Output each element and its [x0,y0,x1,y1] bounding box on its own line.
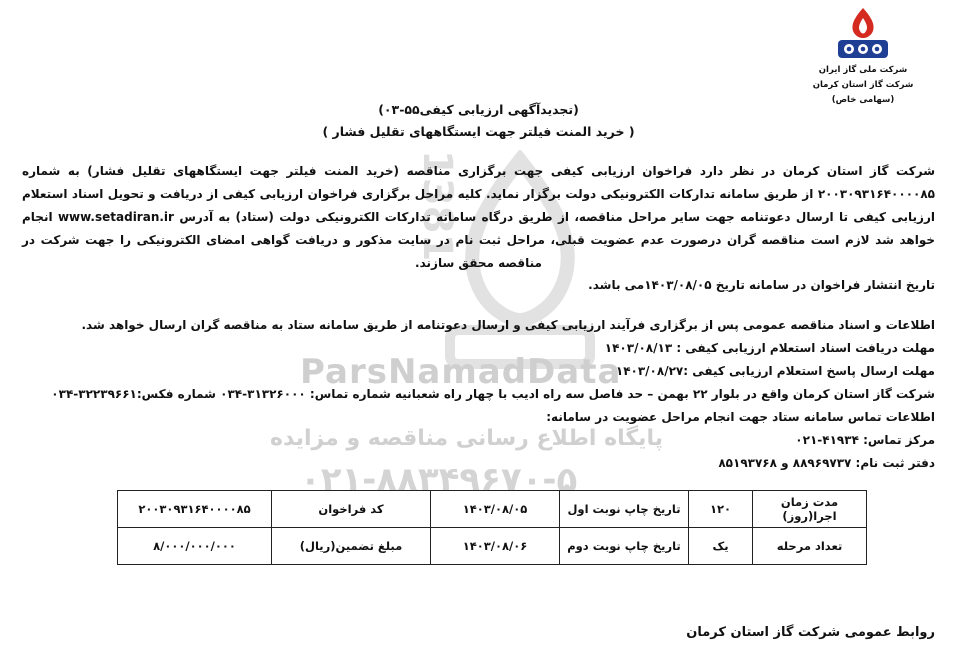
watermark-brand: ParsNamadData [300,352,622,392]
company-name-line2: شرکت گاز استان کرمان [812,80,914,90]
call-center: مرکز تماس: ۴۱۹۳۴-۰۲۱ [795,433,935,447]
table-cell-label: تعداد مرحله [753,528,867,565]
address-line: شرکت گاز استان کرمان واقع در بلوار ۲۲ بهمن – حد فاصل سه راه ادیب با چهار راه شعبانیه شماره تماس: ۳۱۳۲۶۰۰۰-۰۳۴ شماره فکس:۳۲۲۳۹۶۶۱-۰۳۴ [51,387,935,401]
receive-deadline: مهلت دریافت اسناد استعلام ارزیابی کیفی : ۱۴۰۳/۰۸/۱۳ [604,341,935,355]
footer-signature: روابط عمومی شرکت گاز استان کرمان [686,625,935,640]
company-header [803,6,923,107]
company-name-line1: شرکت ملی گاز ایران [818,65,908,75]
info-line: اطلاعات و اسناد مناقصه عمومی پس از برگزاری فرآیند ارزیابی کیفی و ارسال دعوتنامه از طریق سامانه ستاد به مناقصه گران ارسال خواهد شد. [81,318,935,332]
company-name-line3: (سهامی خاص) [831,95,895,105]
table-cell-value: ۱۴۰۳/۰۸/۰۶ [431,528,560,565]
table-cell-value: ۲۰۰۳۰۹۳۱۶۴۰۰۰۰۸۵ [118,491,272,528]
submit-deadline: مهلت ارسال پاسخ استعلام ارزیابی کیفی :۱۴۰۳/۰۸/۲۷ [615,364,935,378]
table-cell-label: مدت زمان اجرا(روز) [753,491,867,528]
table-cell-value: ۱۴۰۳/۰۸/۰۵ [431,491,560,528]
table-cell-label: تاریخ چاپ نوبت اول [560,491,689,528]
publish-date-line: تاریخ انتشار فراخوان در سامانه تاریخ ۱۴۰۳/۰۸/۰۵می باشد. [588,278,935,292]
gas-company-logo-icon [832,6,894,62]
table-cell-value: ۸/۰۰۰/۰۰۰/۰۰۰ [118,528,272,565]
table-row [118,491,867,528]
table-row [118,528,867,565]
tender-info-table [117,490,867,565]
watermark-phone: ۰۲۱-۸۸۳۴۹۶۷۰-۵ [300,460,578,500]
registry-office: دفتر ثبت نام: ۸۸۹۶۹۷۳۷ و ۸۵۱۹۳۷۶۸ [718,456,935,470]
notice-title: (تجدیدآگهی ارزیابی کیفی۵۵-۰۳) [378,102,579,117]
main-paragraph: شرکت گاز استان کرمان در نظر دارد فراخوان ارزیابی کیفی جهت برگزاری مناقصه (خرید المنت فیلتر جهت ایستگاههای تقلیل فشار) به شماره ۲۰۰۳۰۹۳۱۶۴۰۰۰۰۸۵ از طریق سامانه تدارکات الکترونیکی دولت برگزار نماید. کلیه مراحل برگزاری فراخوان ارزیابی کیفی از دریافت و تحویل اسناد استعلام ارزیابی کیفی تا ارسال دعوتنامه جهت سایر مراحل مناقصه، از طریق درگاه سامانه تدارکات الکترونیکی دولت (ستاد) به آدرس www.setadiran.ir انجام خواهد شد لازم است مناقصه گران درصورت عدم عضویت قبلی، مراحل ثبت نام در سایت مذکور و دریافت گواهی امضای الکترونیکی را جهت شرکت در مناقصه محقق سازند. [22,164,935,270]
contact-heading: اطلاعات تماس سامانه ستاد جهت انجام مراحل عضویت در سامانه: [546,410,935,424]
table-cell-value: یک [689,528,753,565]
table-cell-value: ۱۲۰ [689,491,753,528]
watermark-tagline: پایگاه اطلاع رسانی مناقصه و مزایده [270,426,663,451]
watermark-year: 1381 [414,150,460,262]
table-cell-label: کد فراخوان [272,491,431,528]
notice-subtitle: ( خرید المنت فیلتر جهت ایستگاههای تقلیل فشار ) [322,124,635,139]
table-cell-label: مبلغ تضمین(ریال) [272,528,431,565]
table-cell-label: تاریخ چاپ نوبت دوم [560,528,689,565]
